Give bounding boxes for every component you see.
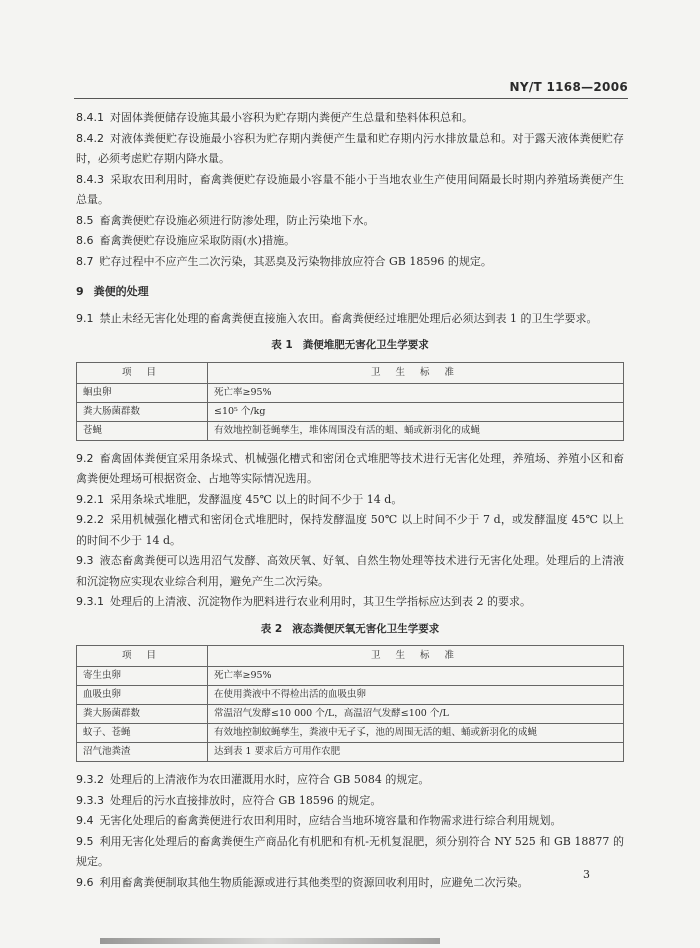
content-body [76, 108, 624, 893]
table-2-caption [76, 619, 624, 640]
table-1 [76, 362, 624, 441]
clause-paragraph [76, 510, 624, 551]
clause-paragraph [76, 129, 624, 170]
clause-paragraph [76, 873, 624, 894]
section-9-heading [76, 282, 624, 303]
clause-number: 9.3.1 [76, 595, 104, 608]
table-header-standard: 卫 生 标 准 [208, 646, 624, 667]
table-row [77, 724, 624, 743]
clause-text: 采用条垛式堆肥，发酵温度 45℃ 以上的时间不少于 14 d。 [110, 492, 403, 506]
table-cell-standard: 有效地控制苍蝇孳生，堆体周围没有活的蛆、蛹或新羽化的成蝇 [208, 421, 624, 440]
section-title: 粪便的处理 [93, 285, 149, 298]
clause-number: 9.3.3 [76, 793, 104, 807]
header-rule [74, 98, 628, 99]
clause-paragraph [76, 832, 624, 873]
section-number: 9 [76, 285, 84, 298]
table-cell-standard: ≤10⁵ 个/kg [208, 402, 624, 421]
table-cell-standard: 达到表 1 要求后方可用作农肥 [208, 743, 624, 762]
clause-text: 贮存过程中不应产生二次污染，其恶臭及污染物排放应符合 GB 18596 的规定。 [99, 254, 492, 268]
table-cell-item: 蚊子、苍蝇 [77, 724, 208, 743]
table-cell-item: 粪大肠菌群数 [77, 705, 208, 724]
table-row [77, 402, 624, 421]
table-cell-item: 苍蝇 [77, 421, 208, 440]
table-number: 表 1 [271, 339, 293, 351]
clause-paragraph [76, 449, 624, 490]
clause-text: 无害化处理后的畜禽粪便进行农田利用时，应结合当地环境容量和作物需求进行综合利用规划。 [99, 814, 562, 827]
section-8-paragraphs [76, 108, 624, 272]
table-row [77, 686, 624, 705]
clause-text: 畜禽粪便贮存设施必须进行防渗处理，防止污染地下水。 [99, 213, 375, 227]
clause-number: 9.2.1 [76, 492, 104, 506]
clause-text: 采用机械强化槽式和密闭仓式堆肥时，保持发酵温度 50℃ 以上时间不少于 7 d，或发酵温度 45℃ 以上的时间不少于 14 d。 [76, 513, 624, 547]
table-cell-standard: 常温沼气发酵≤10 000 个/L，高温沼气发酵≤100 个/L [208, 705, 624, 724]
clause-text: 畜禽固体粪便宜采用条垛式、机械强化槽式和密闭仓式堆肥等技术进行无害化处理，养殖场、养殖小区和畜禽粪便处理场可根据资金、占地等实际情况选用。 [76, 451, 624, 485]
clause-paragraph [76, 211, 624, 232]
clause-number: 9.5 [76, 834, 94, 848]
section-9-2-paragraphs [76, 449, 624, 613]
clause-number: 9.3 [76, 554, 94, 567]
table-cell-standard: 死亡率≥95% [208, 383, 624, 402]
table-row [77, 421, 624, 440]
table-2 [76, 645, 624, 762]
table-header-item: 项 目 [77, 646, 208, 667]
table-cell-item: 沼气池粪渣 [77, 743, 208, 762]
clause-paragraph [76, 490, 624, 511]
clause-number: 8.4.1 [76, 111, 104, 124]
clause-number: 9.3.2 [76, 773, 104, 786]
clause-text: 禁止未经无害化处理的畜禽粪便直接施入农田。畜禽粪便经过堆肥处理后必须达到表 1 的卫生学要求。 [99, 311, 598, 325]
clause-text: 对固体粪便储存设施其最小容积为贮存期内粪便产生总量和垫料体积总和。 [110, 111, 473, 124]
table-header-item: 项 目 [77, 362, 208, 383]
clause-number: 9.2.2 [76, 513, 104, 526]
clause-text: 液态畜禽粪便可以选用沼气发酵、高效厌氧、好氧、自然生物处理等技术进行无害化处理。处理后的上清液和沉淀物应实现农业综合利用，避免产生二次污染。 [76, 554, 624, 588]
clause-text: 对液体粪便贮存设施最小容积为贮存期内粪便产生量和贮存期内污水排放量总和。对于露天液体粪便贮存时，必须考虑贮存期内降水量。 [76, 131, 624, 165]
clause-number: 9.6 [76, 875, 94, 889]
table-cell-standard: 有效地控制蚊蝇孳生，粪液中无孑孓，池的周围无活的蛆、蛹或新羽化的成蝇 [208, 724, 624, 743]
closing-paragraphs [76, 770, 624, 893]
table-header-standard: 卫 生 标 准 [208, 362, 624, 383]
table-row [77, 743, 624, 762]
clause-paragraph [76, 791, 624, 812]
clause-text: 处理后的上清液、沉淀物作为肥料进行农业利用时，其卫生学指标应达到表 2 的要求。 [110, 595, 531, 608]
clause-number: 8.4.2 [76, 131, 104, 145]
clause-paragraph [76, 770, 624, 791]
clause-text: 畜禽粪便贮存设施应采取防雨(水)措施。 [99, 234, 296, 247]
table-cell-item: 粪大肠菌群数 [77, 402, 208, 421]
paragraph-9-1 [76, 309, 624, 330]
clause-paragraph [76, 592, 624, 613]
table-cell-item: 寄生虫卵 [77, 667, 208, 686]
table-cell-standard: 死亡率≥95% [208, 667, 624, 686]
table-row [77, 667, 624, 686]
table-cell-item: 血吸虫卵 [77, 686, 208, 705]
clause-paragraph [76, 252, 624, 273]
scan-artifact [100, 938, 440, 944]
page-number: 3 [583, 868, 590, 881]
clause-paragraph [76, 551, 624, 592]
clause-paragraph [76, 231, 624, 252]
table-cell-standard: 在使用粪液中不得检出活的血吸虫卵 [208, 686, 624, 705]
clause-number: 9.2 [76, 451, 94, 465]
table-row [77, 705, 624, 724]
table-row [77, 383, 624, 402]
clause-paragraph [76, 811, 624, 832]
table-number: 表 2 [260, 622, 283, 635]
clause-text: 处理后的污水直接排放时，应符合 GB 18596 的规定。 [110, 793, 382, 807]
clause-text: 处理后的上清液作为农田灌溉用水时，应符合 GB 5084 的规定。 [110, 773, 430, 786]
clause-paragraph [76, 108, 624, 129]
table-cell-item: 蛔虫卵 [77, 383, 208, 402]
clause-number: 8.5 [76, 213, 94, 227]
clause-text: 采取农田利用时，畜禽粪便贮存设施最小容量不能小于当地农业生产使用间隔最长时期内养殖场粪便产生总量。 [76, 172, 624, 206]
clause-text: 利用无害化处理后的畜禽粪便生产商品化有机肥和有机-无机复混肥，须分别符合 NY 525 和 GB 18877 的规定。 [76, 834, 624, 868]
table-title: 液态粪便厌氧无害化卫生学要求 [292, 622, 440, 635]
table-1-caption [76, 335, 624, 356]
clause-number: 9.4 [76, 814, 94, 827]
clause-number: 8.4.3 [76, 172, 104, 186]
standard-code: NY/T 1168—2006 [509, 80, 628, 94]
clause-number: 8.7 [76, 254, 94, 268]
clause-text: 利用畜禽粪便制取其他生物质能源或进行其他类型的资源回收利用时，应避免二次污染。 [99, 875, 529, 889]
table-title: 粪便堆肥无害化卫生学要求 [302, 339, 429, 351]
clause-paragraph [76, 170, 624, 211]
clause-number: 8.6 [76, 234, 94, 247]
clause-number: 9.1 [76, 311, 94, 325]
